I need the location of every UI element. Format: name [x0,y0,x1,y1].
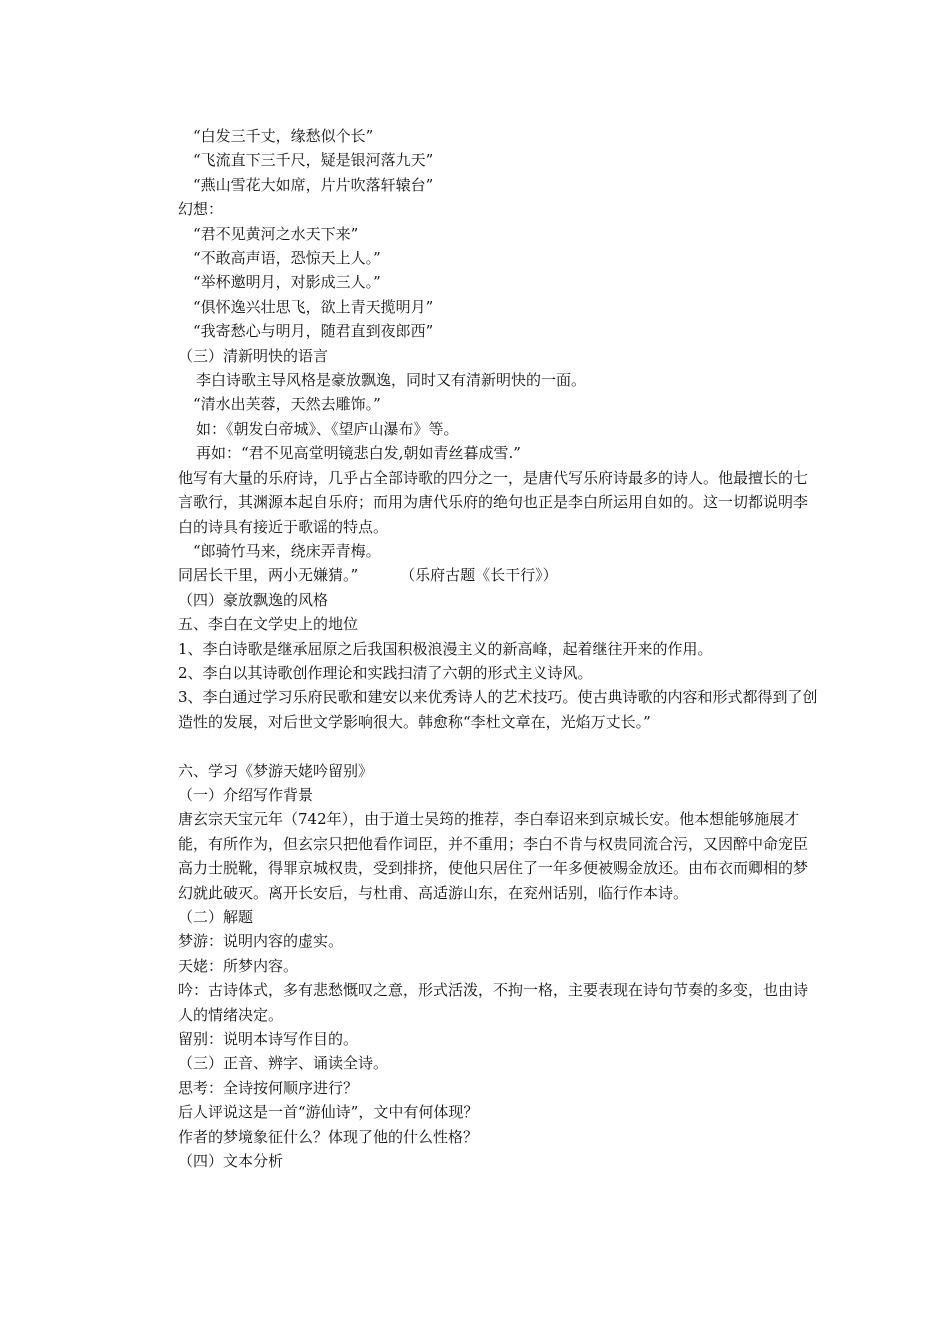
quote-line: “郎骑竹马来，绕床弄青梅。 [193,541,381,560]
heading-literary-status: 五、李白在文学史上的地位 [178,615,359,634]
document-body [178,124,818,1173]
quote-line: “清水出芙蓉，天然去雕饰。” [193,395,381,414]
quote-line: “燕山雪花大如席，片片吹落轩辕台” [193,175,434,194]
background-paragraph: 唐玄宗天宝元年（742年），由于道士吴筠的推荐，李白奉诏来到京城长安。他本想能够施展才能，有所作为，但玄宗只把他看作词臣，并不重用；李白不肯与权贵同流合污，又因醉中命宠臣高力士脱靴，得罪京城权贵，受到排挤，使他只居住了一年多便被赐金放还。由布衣而卿相的梦幻就此破灭。离开长安后，与杜甫、高适游山东，在兖州话别，临行作本诗。 [178,810,809,902]
subheading-background: （一）介绍写作背景 [178,785,314,804]
example-line: 再如：“君不见高堂明镜悲白发,朝如青丝暮成雪.” [196,444,521,463]
quote-line: “白发三千丈，缘愁似个长” [193,127,374,145]
subheading-clear-language: （三）清新明快的语言 [178,346,329,365]
quote-text: 同居长干里，两小无嫌猜。” [178,566,359,585]
list-item: 1、李白诗歌是继承屈原之后我国积极浪漫主义的新高峰，起着继往开来的作用。 [178,639,713,658]
quote-line-with-source [178,563,818,587]
definition-line: 留别：说明本诗写作目的。 [178,1030,359,1049]
heading-study-poem: 六、学习《梦游天姥吟留别》 [178,761,374,780]
definition-line: 梦游：说明内容的虚实。 [178,932,344,951]
blank-line [178,734,818,758]
quote-line: “举杯邀明月，对影成三人。” [193,273,381,292]
subheading-bold-style: （四）豪放飘逸的风格 [178,590,329,609]
section-label-fantasy: 幻想： [178,200,224,219]
quote-line: “我寄愁心与明月，随君直到夜郎西” [193,322,434,341]
quote-line: “君不见黄河之水天下来” [193,224,359,243]
subheading-reading: （三）正音、辨字、诵读全诗。 [178,1054,389,1073]
question-line: 后人评说这是一首“游仙诗”，文中有何体现？ [178,1103,479,1122]
list-item: 2、李白以其诗歌创作理论和实践扫清了六朝的形式主义诗风。 [178,663,593,682]
subheading-text-analysis: （四）文本分析 [178,1152,284,1171]
paragraph-line: 李白诗歌主导风格是豪放飘逸，同时又有清新明快的一面。 [196,371,587,390]
yuefu-paragraph: 他写有大量的乐府诗，几乎占全部诗歌的四分之一，是唐代写乐府诗最多的诗人。他最擅长的七言歌行，其渊源本起自乐府；而用为唐代乐府的绝句也正是李白所运用自如的。这一切都说明李白的诗具有接近于歌谣的特点。 [178,468,809,536]
subheading-title-explanation: （二）解题 [178,907,254,926]
quote-line: “飞流直下三千尺，疑是银河落九天” [193,151,434,170]
quote-line: “不敢高声语，恐惊天上人。” [193,249,381,268]
question-line: 作者的梦境象征什么？体现了他的什么性格？ [178,1127,479,1146]
example-line: 如：《朝发白帝城》、《望庐山瀑布》等。 [196,419,459,438]
definition-line: 天姥：所梦内容。 [178,956,299,975]
list-item: 3、李白通过学习乐府民歌和建安以来优秀诗人的艺术技巧。使古典诗歌的内容和形式都得到了创造性的发展，对后世文学影响很大。韩愈称“李杜文章在，光焰万丈长。” [178,688,818,731]
quote-source: （乐府古题《长干行》） [400,566,558,585]
definition-line: 吟：古诗体式，多有悲愁慨叹之意，形式活泼，不拘一格，主要表现在诗句节奏的多变，也由诗人的情绪决定。 [178,981,809,1024]
quote-line: “俱怀逸兴壮思飞，欲上青天揽明月” [193,297,434,316]
question-line: 思考：全诗按何顺序进行？ [178,1078,359,1097]
